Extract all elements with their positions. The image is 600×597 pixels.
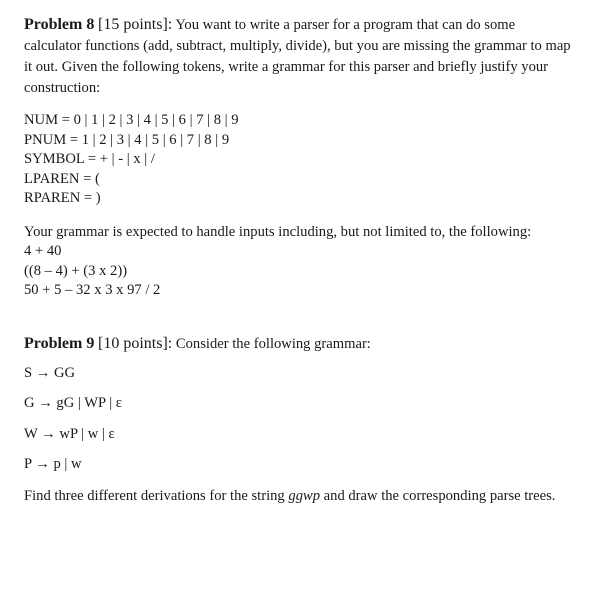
example-input: 50 + 5 – 32 x 3 x 97 / 2 [24,282,161,298]
token-pnum: PNUM = 1 | 2 | 3 | 4 | 5 | 6 | 7 | 8 | 9 [24,131,230,148]
problem-8-colon: : [167,16,173,33]
grammar-rule-g: G → gG | WP | ε [24,395,122,411]
problem-9-points: [10 points] [98,334,168,352]
token-lparen: LPAREN = ( [24,170,100,187]
example-input: ((8 – 4) + (3 x 2)) [24,262,128,279]
expected-inputs-text: Your grammar is expected to handle inputs including, but not limited to, the following: [24,223,532,240]
problem-9-title: Problem 9 [24,334,95,352]
grammar-rule-p: P → p | w [24,456,82,472]
problem-9-intro: Consider the following grammar: [175,335,371,352]
target-string: ggwp [288,487,321,504]
token-rparen: RPAREN = ) [24,190,101,206]
token-symbol: SYMBOL = + | - | x | / [24,151,155,167]
token-num: NUM = 0 | 1 | 2 | 3 | 4 | 5 | 6 | 7 | 8 | 9 [24,112,239,128]
task-text-after: and draw the corresponding parse trees. [320,487,556,504]
grammar-rule-s: S → GG [24,364,76,381]
example-input: 4 + 40 [24,243,62,259]
document-page [24,14,572,507]
problem-9-task [24,486,572,507]
example-inputs [24,242,572,301]
problem-8-statement [24,14,572,99]
problem-8-intro: You want to write a parser for a program that can do some calculator functions (add, subtract, multiply, divide), but you are missing the grammar to map it out. Given the following tokens, write a grammar for this parser and briefly justify your construction: [24,17,571,96]
problem-8-title: Problem 8 [24,16,95,33]
task-text-before: Find three different derivations for the string [24,487,289,504]
problem-9-statement [24,333,572,355]
grammar-rule-w: W → wP | w | ε [24,425,115,442]
grammar-rules [24,364,572,475]
problem-8-points: [15 points] [98,16,168,33]
problem-9-colon: : [167,334,173,352]
token-definitions [24,111,572,209]
